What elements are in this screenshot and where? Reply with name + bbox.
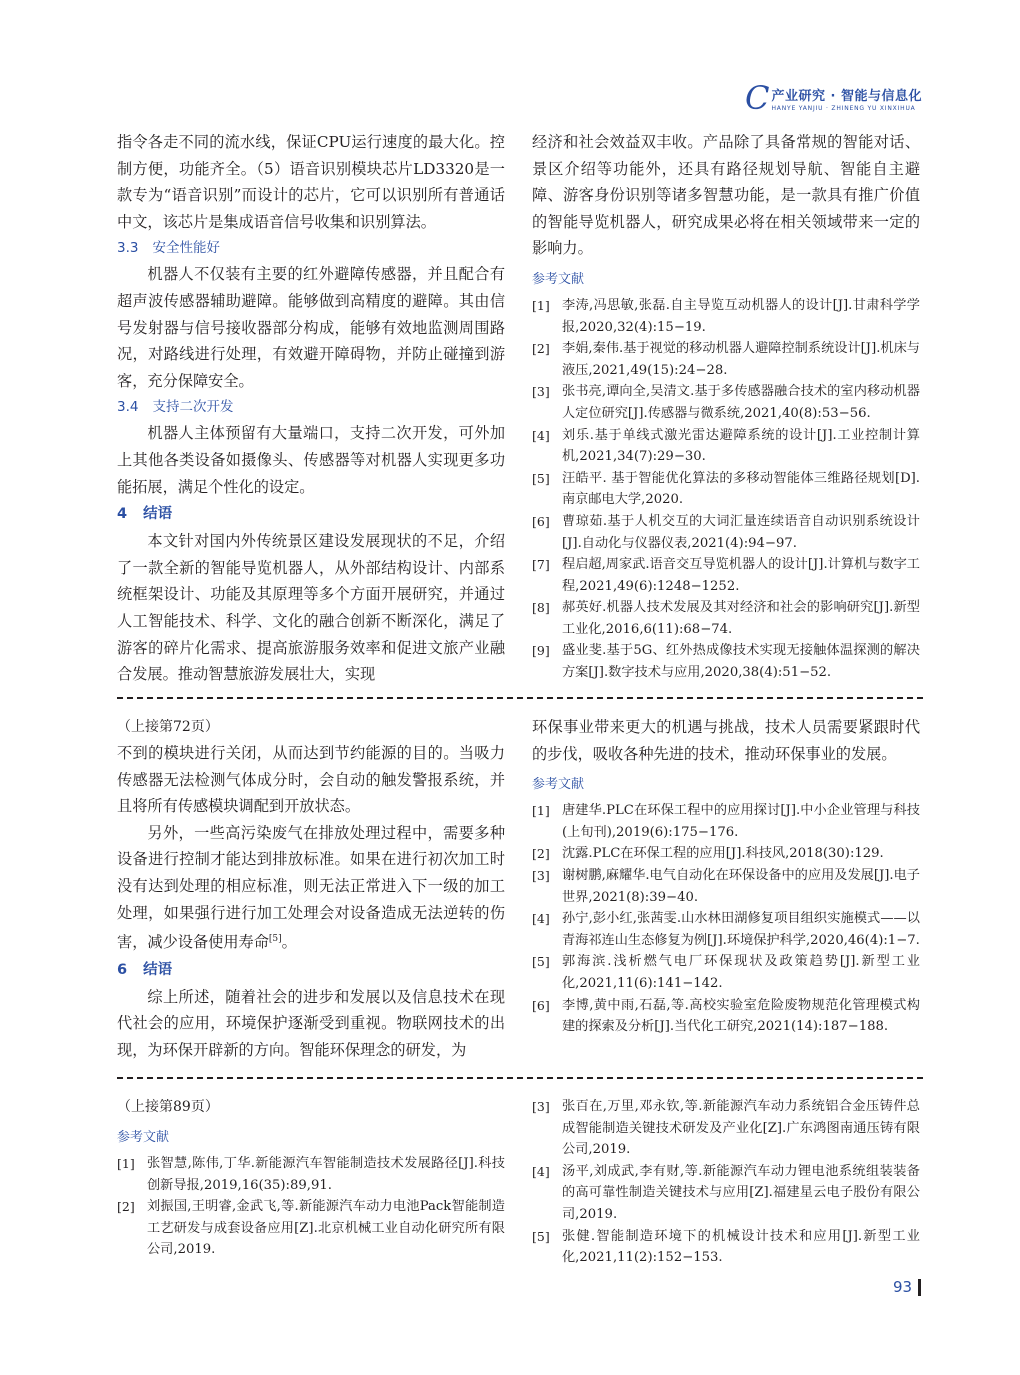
article2-left-column [117, 714, 505, 1064]
article1-right-column [532, 129, 920, 684]
paragraph: 机器人主体预留有大量端口，支持二次开发，可外加上其他各类设备如摄像头、传感器等对机器人实现更多功能拓展，满足个性化的设定。 [117, 424, 505, 496]
reference-item: [3] 谢树鹏,麻耀华.电气自动化在环保设备中的应用及发展[J].电子世界,2021(8):39−40. [532, 867, 920, 905]
journal-section-title: 产业研究 · 智能与信息化 [771, 88, 922, 104]
paragraph: 指令各走不同的流水线，保证CPU运行速度的最大化。控制方便，功能齐全。（5）语音识别模块芯片LD3320是一款专为“语音识别”而设计的芯片，它可以识别所有普通话中文，该芯片是集成语音信号收集和识别算法。 [117, 133, 505, 231]
reference-item: [4] 孙宁,彭小红,张茜雯.山水林田湖修复项目组织实施模式——以青海祁连山生态修复为例[J].环境保护科学,2020,46(4):1−7. [532, 911, 920, 948]
journal-logo-icon: C [745, 79, 770, 117]
reference-item: [6] 李博,黄中雨,石磊,等.高校实验室危险废物规范化管理模式构建的探索及分析[J].当代化工研究,2021(14):187−188. [532, 997, 920, 1035]
reference-item: [2] 沈露.PLC在环保工程的应用[J].科技风,2018(30):129. [532, 846, 884, 862]
section-heading-6: 6 结语 [117, 961, 173, 978]
paragraph: 经济和社会效益双丰收。产品除了具备常规的智能对话、景区介绍等功能外，还具有路径规划导航、智能自主避障、游客身份识别等诸多智慧功能，是一款具有推广价值的智能导览机器人，研究成果必将在相关领域带来一定的影响力。 [532, 133, 920, 258]
reference-item: [4] 汤平,刘成武,李有财,等.新能源汽车动力锂电池系统组装装备的高可靠性制造关键技术与应用[Z].福建星云电子股份有限公司,2019. [532, 1163, 920, 1222]
reference-list [532, 295, 920, 684]
continued-from-label: （上接第72页） [117, 719, 219, 735]
reference-item: [2] 李娟,秦伟.基于视觉的移动机器人避障控制系统设计[J].机床与液压,2021,49(15):24−28. [532, 341, 920, 378]
section-heading-3-4: 3.4 支持二次开发 [117, 399, 234, 416]
paragraph: 综上所述，随着社会的进步和发展以及信息技术在现代社会的应用，环境保护逐渐受到重视。物联网技术的出现，为环保开辟新的方向。智能环保理念的研发，为 [117, 987, 505, 1059]
article1-left-column [117, 129, 505, 688]
reference-list [532, 1096, 920, 1269]
reference-item: [5] 郭海滨.浅析燃气电厂环保现状及政策趋势[J].新型工业化,2021,11(6):141−142. [532, 954, 920, 991]
reference-item: [1] 张智慧,陈伟,丁华.新能源汽车智能制造技术发展路径[J].科技创新导报,2019,16(35):89,91. [117, 1156, 505, 1193]
paragraph: 机器人不仅装有主要的红外避障传感器，并且配合有超声波传感器辅助避障。能够做到高精度的避障。其由信号发射器与信号接收器部分构成，能够有效地监测周围路况，对路线进行处理，有效避开障碍物，并防止碰撞到游客，充分保障安全。 [117, 265, 505, 390]
page-number-bar [918, 1279, 921, 1296]
references-heading: 参考文献 [532, 271, 585, 287]
reference-item: [5] 汪皓平. 基于智能优化算法的多移动智能体三维路径规划[D].南京邮电大学,2020. [532, 470, 920, 508]
continued-from-label: （上接第89页） [117, 1099, 219, 1115]
article3-left-column [117, 1094, 505, 1261]
page-number: 93 [893, 1278, 913, 1296]
article3-right-column [532, 1096, 920, 1269]
section-heading-4: 4 结语 [117, 506, 173, 523]
reference-item: [1] 唐建华.PLC在环保工程中的应用探讨[J].中小企业管理与科技(上旬刊),2019(6):175−176. [532, 803, 920, 840]
reference-item: [2] 刘振国,王明睿,金武飞,等.新能源汽车动力电池Pack智能制造工艺研发与成套设备应用[Z].北京机械工业自动化研究所有限公司,2019. [117, 1199, 505, 1258]
references-heading: 参考文献 [532, 777, 585, 793]
reference-item: [3] 张百在,万里,邓永钦,等.新能源汽车动力系统铝合金压铸件总成智能制造关键技术研发及产业化[Z].广东鸿图南通压铸有限公司,2019. [532, 1099, 920, 1158]
article-divider [117, 1077, 923, 1079]
reference-list [117, 1153, 505, 1261]
reference-item: [4] 刘乐.基于单线式激光雷达避障系统的设计[J].工业控制计算机,2021,34(7):29−30. [532, 427, 920, 465]
reference-item: [3] 张书亮,谭向全,吴清文.基于多传感器融合技术的室内移动机器人定位研究[J].传感器与微系统,2021,40(8):53−56. [532, 384, 920, 421]
reference-item: [7] 程启超,周家武.语音交互导览机器人的设计[J].计算机与数字工程,2021,49(6):1248−1252. [532, 557, 920, 594]
reference-list [532, 800, 920, 1038]
journal-header [745, 79, 922, 117]
reference-item: [6] 曹琼茹.基于人机交互的大词汇量连续语音自动识别系统设计[J].自动化与仪器仪表,2021(4):94−97. [532, 513, 920, 551]
article-divider [117, 697, 923, 699]
paragraph: 不到的模块进行关闭，从而达到节约能源的目的。当吸力传感器无法检测气体成分时，会自动的触发警报系统，并且将所有传感模块调配到开放状态。 [117, 744, 505, 816]
paragraph: 本文针对国内外传统景区建设发展现状的不足，介绍了一款全新的智能导览机器人，从外部结构设计、内部系统框架设计、功能及其原理等多个方面开展研究，并通过人工智能技术、科学、文化的融合创新不断深化，满足了游客的碎片化需求、提高旅游服务效率和促进文旅产业融合发展。推动智慧旅游发展壮大，实现 [117, 532, 505, 684]
paragraph: 环保事业带来更大的机遇与挑战，技术人员需要紧跟时代的步伐，吸收各种先进的技术，推动环保事业的发展。 [532, 718, 920, 763]
section-heading-3-3: 3.3 安全性能好 [117, 240, 220, 257]
references-heading: 参考文献 [117, 1130, 170, 1145]
reference-item: [1] 李涛,冯思敏,张磊.自主导览互动机器人的设计[J].甘肃科学学报,2020,32(4):15−19. [532, 297, 920, 335]
article2-right-column [532, 714, 920, 1038]
citation-superscript: [5] [268, 934, 282, 945]
reference-item: [5] 张健.智能制造环境下的机械设计技术和应用[J].新型工业化,2021,11(2):152−153. [532, 1228, 920, 1266]
paragraph: 另外，一些高污染废气在排放处理过程中，需要多种设备进行控制才能达到排放标准。如果在进行初次加工时没有达到处理的相应标准，则无法正常进入下一级的加工处理，如果强行进行加工处理会对设备造成无法逆转的伤害，减少设备使用寿命[5]。 [117, 823, 505, 952]
reference-item: [8] 郝英好.机器人技术发展及其对经济和社会的影响研究[J].新型工业化,2016,6(11):68−74. [532, 600, 920, 637]
reference-item: [9] 盛业斐.基于5G、红外热成像技术实现无接触体温探测的解决方案[J].数字技术与应用,2020,38(4):51−52. [532, 643, 920, 681]
journal-section-subtitle: HANYE YANJIU · ZHINENG YU XINXIHUA [771, 104, 916, 112]
